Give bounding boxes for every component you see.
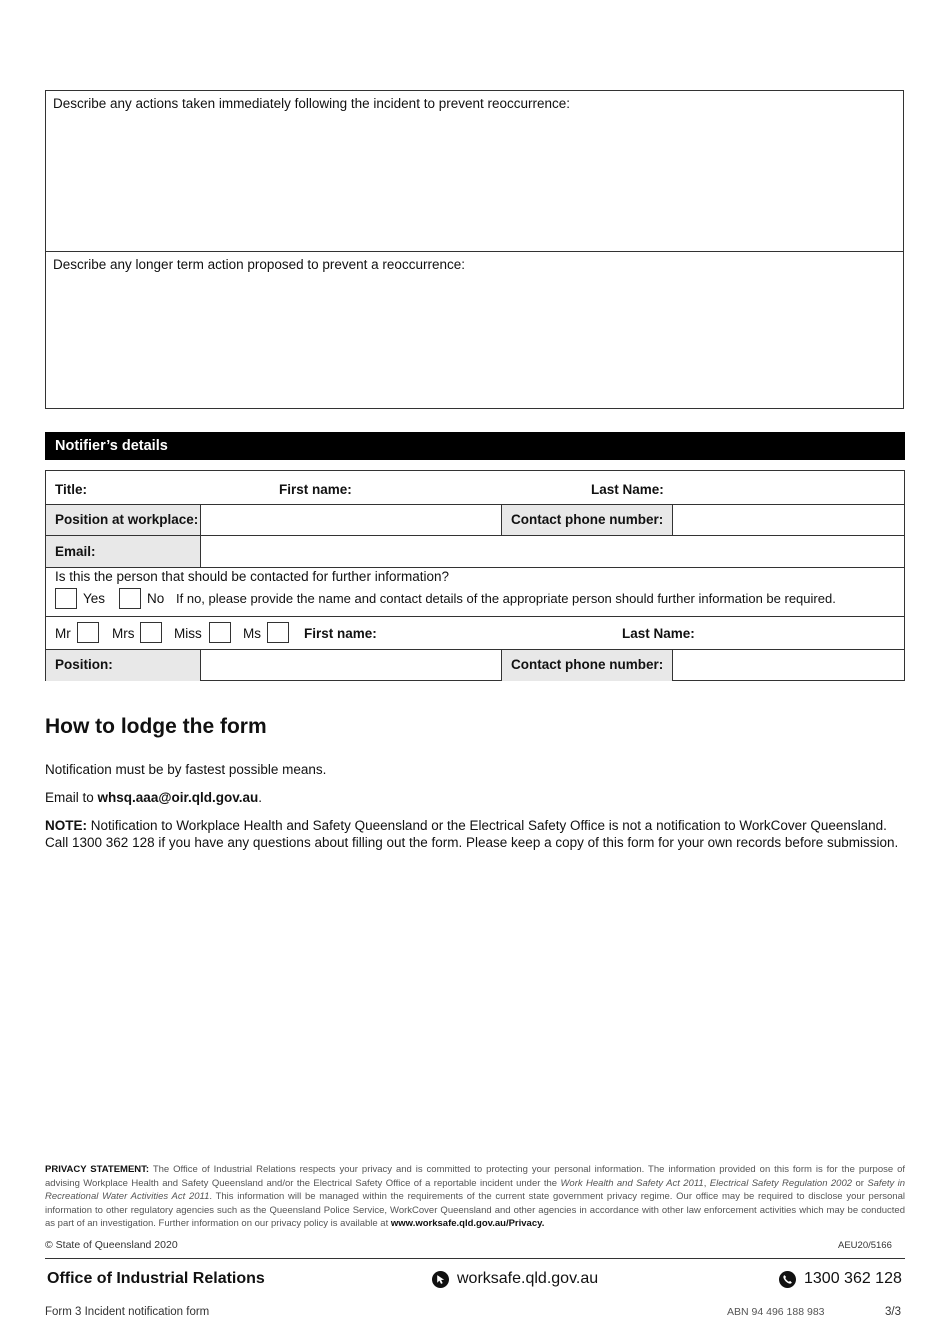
privacy-text-1: The Office of Industrial Relations respects your privacy and is committed to protecting your personal information. The information provided on this form is for the purpose of advising Workplace Health and Safety Queensland and/or the Electrical Safety Office of a reportable incident under the (45, 1164, 906, 1189)
position-label-cell (46, 505, 201, 535)
note-line1: Notification to Workplace Health and Safety Queensland or the Electrical Safety Office is not a notification to WorkCover Queensland. (90, 818, 887, 833)
yes-label: Yes (83, 591, 106, 606)
notifier-name-row[interactable] (46, 471, 904, 505)
alt-position-input[interactable] (201, 650, 502, 681)
yes-checkbox[interactable] (55, 588, 77, 609)
mrs-checkbox[interactable] (140, 622, 162, 643)
phone-number: 1300 362 128 (804, 1270, 902, 1287)
alt-contact-phone-label-cell (502, 650, 673, 681)
privacy-link[interactable]: www.worksafe.qld.gov.au/Privacy. (390, 1218, 545, 1230)
miss-label: Miss (174, 626, 202, 641)
mr-checkbox[interactable] (77, 622, 99, 643)
alt-last-name-label: Last Name: (622, 626, 695, 641)
email-input[interactable] (201, 536, 904, 567)
abn: ABN 94 496 188 983 (727, 1306, 825, 1318)
mrs-label: Mrs (112, 626, 135, 641)
lodge-heading: How to lodge the form (45, 715, 267, 738)
position-input[interactable] (201, 505, 502, 535)
notifier-email-row (46, 536, 904, 568)
no-label: No (147, 591, 165, 606)
lodge-email-link[interactable]: whsq.aaa@oir.qld.gov.au (97, 790, 259, 805)
email-prefix: Email to (45, 790, 94, 805)
privacy-text-2: . This information will be managed within the requirements of the current state government privacy regime. Our office may be required to disclose your personal information to other regulatory agencies such as the Queensland Police Service, WorkCover Queensland and other agencies in accordance with other law enforcement activities which may be conducted as part of an investigation. Further information on our privacy policy is available at (45, 1191, 905, 1230)
phone-contact[interactable] (779, 1270, 902, 1288)
contact-phone-label-cell (502, 505, 673, 535)
contact-question: Is this the person that should be contacted for further information? (55, 569, 449, 584)
ref-code: AEU20/5166 (838, 1240, 892, 1251)
no-checkbox[interactable] (119, 588, 141, 609)
form-name: Form 3 Incident notification form (45, 1306, 210, 1318)
notifier-section-title: Notifier’s details (45, 432, 905, 460)
notifier-position-row (46, 505, 904, 536)
website-link[interactable]: worksafe.qld.gov.au (457, 1270, 599, 1287)
last-name-label: Last Name: (591, 482, 664, 497)
incident-actions-box (45, 90, 904, 409)
longer-term-actions-field[interactable] (46, 252, 903, 409)
footer-divider (45, 1258, 905, 1259)
first-name-label: First name: (279, 482, 352, 497)
act-electrical: Electrical Safety Regulation 2002 (709, 1177, 853, 1189)
position-label: Position at workplace: (55, 512, 199, 527)
title-label: Title: (55, 482, 88, 497)
ms-label: Ms (243, 626, 261, 641)
privacy-sep: , (703, 1177, 707, 1189)
mr-label: Mr (55, 626, 71, 641)
alt-contact-position-row (46, 650, 904, 681)
alt-position-label: Position: (55, 657, 113, 672)
contact-question-row (46, 568, 904, 617)
email-label: Email: (55, 544, 96, 559)
alt-contact-phone-input[interactable] (673, 650, 904, 681)
immediate-actions-field[interactable] (46, 91, 903, 252)
act-whs: Work Health and Safety Act 2011 (560, 1177, 704, 1189)
note-label: NOTE: (45, 818, 87, 833)
note-line2: Call 1300 362 128 if you have any questions about filling out the form. Please keep a copy of this form for your own records before submission. (45, 835, 899, 850)
alt-contact-name-row[interactable] (46, 617, 904, 650)
email-instruction (45, 789, 262, 806)
if-no-instructions: If no, please provide the name and contact details of the appropriate person should further information be required. (176, 591, 836, 606)
cursor-icon (432, 1271, 449, 1288)
page-number: 3/3 (885, 1306, 901, 1318)
privacy-label: PRIVACY STATEMENT: (45, 1164, 150, 1175)
alt-position-label-cell (46, 650, 201, 681)
miss-checkbox[interactable] (209, 622, 231, 643)
fastest-means-text: Notification must be by fastest possible means. (45, 762, 327, 777)
email-suffix: . (258, 790, 263, 805)
longer-term-actions-label: Describe any longer term action proposed to prevent a reoccurrence: (53, 257, 465, 272)
alt-first-name-label: First name: (304, 626, 377, 641)
phone-icon (779, 1271, 796, 1288)
website-contact[interactable] (432, 1270, 598, 1288)
immediate-actions-label: Describe any actions taken immediately following the incident to prevent reoccurrence: (53, 96, 571, 111)
act-recreational: Safety in Recreational Water Activities Act 2011 (45, 1177, 906, 1203)
ms-checkbox[interactable] (267, 622, 289, 643)
alt-contact-phone-label: Contact phone number: (511, 657, 664, 672)
privacy-or: or (855, 1177, 864, 1189)
note-paragraph (45, 817, 915, 851)
privacy-statement (45, 1163, 905, 1231)
contact-phone-label: Contact phone number: (511, 512, 664, 527)
copyright: © State of Queensland 2020 (45, 1239, 178, 1251)
org-name: Office of Industrial Relations (47, 1270, 265, 1287)
notifier-details-table (45, 470, 905, 681)
email-label-cell (46, 536, 201, 567)
contact-phone-input[interactable] (673, 505, 904, 535)
